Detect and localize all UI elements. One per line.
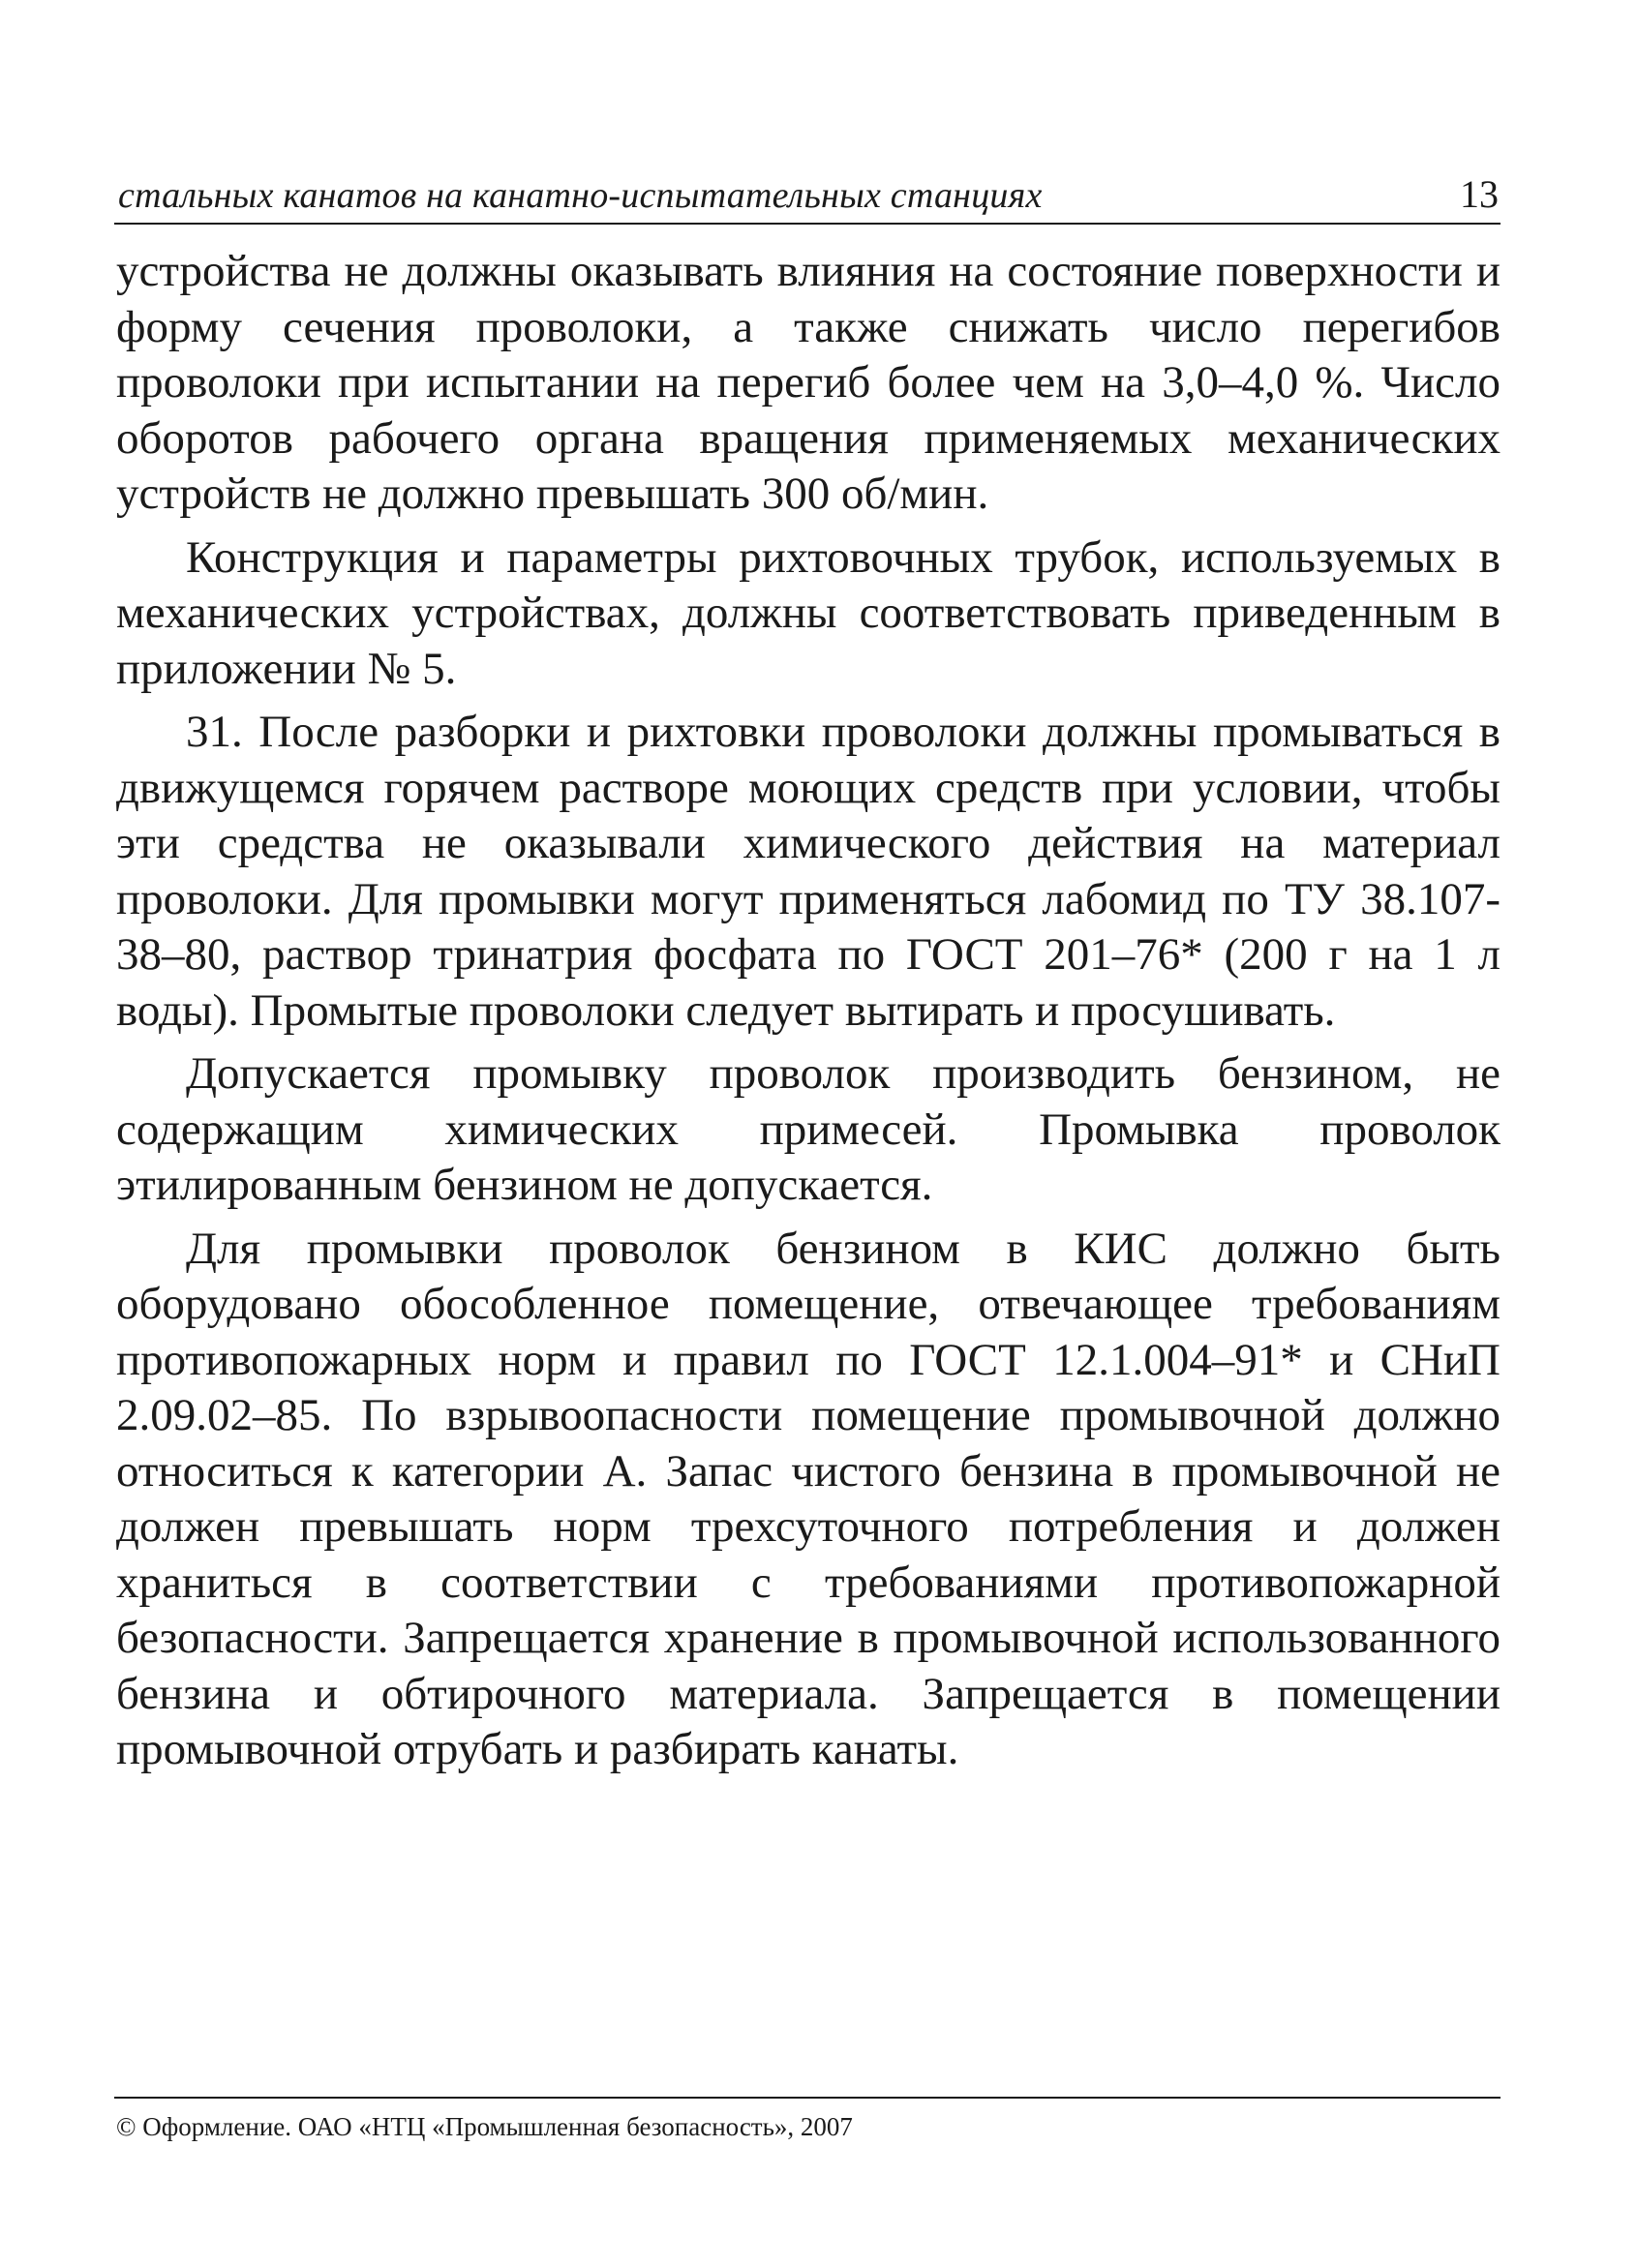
running-title: стальных канатов на канатно-испытательных станциях xyxy=(118,175,1043,216)
paragraph-gasoline-allowed: Допускается промывку проволок производить бензином, не содержащим химических примесей. Промывка проволок этилированным бензином не допускается. xyxy=(116,1048,1501,1210)
footer xyxy=(114,2097,1501,2142)
paragraph-washing-room: Для промывки проволок бензином в КИС должно быть оборудовано обособленное помещение, отвечающее требованиям противопожарных норм и правил по ГОСТ 12.1.004–91* и СНиП 2.09.02–85. По взрывоопасности помещение промывочной должно относиться к категории А. Запас чистого бензина в промывочной не должен превышать норм трехсуточного потребления и должен храниться в соответствии с требованиями противопожарной безопасности. Запрещается хранение в промывочной использованного бензина и обтирочного материала. Запрещается в помещении промывочной отрубать и разбирать канаты. xyxy=(116,1223,1501,1774)
running-header xyxy=(114,172,1501,225)
paragraph-continuation: устройства не должны оказывать влияния на состояние поверхности и форму сечения проволоки, а также снижать число перегибов проволоки при испытании на перегиб более чем на 3,0–4,0 %. Число оборотов рабочего органа вращения применяемых механических устройств не должно превышать 300 об/мин. xyxy=(116,246,1501,519)
paragraph-straightening-tubes: Конструкция и параметры рихтовочных трубок, используемых в механических устройствах, должны соответствовать приведенным в приложении № 5. xyxy=(116,531,1501,694)
paragraph-item-31: 31. После разборки и рихтовки проволоки должны промываться в движущемся горячем растворе моющих средств при условии, чтобы эти средства не оказывали химического действия на материал проволоки. Для промывки могут применяться лабомид по ТУ 38.107-38–80, раствор тринатрия фосфата по ГОСТ 201–76* (200 г на 1 л воды). Промытые проволоки следует вытирать и просушивать. xyxy=(116,707,1501,1036)
page-number: 13 xyxy=(1460,172,1499,216)
footer-copyright: © Оформление. ОАО «НТЦ «Промышленная безопасность», 2007 xyxy=(116,2112,853,2141)
body-text xyxy=(116,244,1501,1778)
